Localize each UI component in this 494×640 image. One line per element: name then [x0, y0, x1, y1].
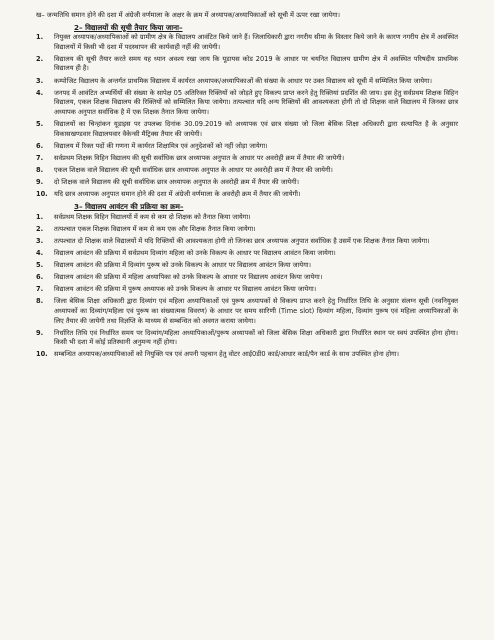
item-number: 7. — [36, 153, 44, 162]
item-number: 5. — [36, 261, 44, 270]
item-number: 6. — [36, 273, 44, 282]
item-text: जिला बेसिक शिक्षा अधिकारी द्वारा दिव्यांग एवं महिला अध्यापिकाओं एवं पुरूष अध्यापकों से विकल्प प्राप्त करने हेतु निर्धारित तिथि के अनुसार संलग्न सूची (नवनियुक्त अध्यापकों का दिव्यांग/महिला एवं पुरूष का संख्यात्मक विवरण) के आधार पर समय सारिणी (Time slot) दिव्यांग महिला, दिव्यांग पुरूष एवं महिला अध्यापिकाओं के लिए तैयार की जायेगी तथा विज्ञप्ति के माध्यम से सम्बन्धित को अवगत कराया जायेगा। — [54, 297, 458, 325]
list-item — [36, 89, 458, 118]
item-number: 2. — [36, 224, 44, 233]
item-number: 10. — [36, 350, 48, 359]
item-text: विद्यालय की सूची तैयार करते समय यह ध्यान अवश्य रखा जाय कि यूडायस कोड 2019 के आधार पर चयनित विद्यालय ग्रामीण क्षेत्र में अवस्थित परिषदीय प्राथमिक विद्यालय ही है। — [54, 54, 458, 73]
item-text: विद्यालय आवंटन की प्रक्रिया में दिव्यांग पुरूष को उनके विकल्प के आधार पर विद्यालय आवंटन किया जायेगा। — [54, 261, 312, 270]
item-number: 4. — [36, 248, 44, 257]
item-text: एकल शिक्षक वाले विद्यालय की सूची सर्वाधिक छात्र अध्यापक अनुपात के आधार पर अवरोही क्रम में तैयार की जायेगी। — [54, 165, 333, 174]
section-heading: 3– विद्यालय आवंटन की प्रक्रिया का क्रम– — [74, 202, 184, 212]
item-number: 1. — [36, 33, 44, 42]
list-item — [36, 190, 458, 200]
item-text: निर्धारित तिथि एवं निर्धारित समय पर दिव्यांग/महिला अध्यापिकाओं/पुरूष अध्यापकों को जिला बेसिक शिक्षा अधिकारी द्वारा निर्धारित स्थान पर स्वयं उपस्थित होना होगा। किसी भी दशा में कोई प्रतिस्थानी अनुमन्य नहीं होगा। — [54, 328, 458, 347]
item-text: यदि छात्र अध्यापक अनुपात समान होने की दशा में अंग्रेजी वर्णमाला के अवरोही क्रम में तैयार की जायेगी। — [54, 190, 301, 198]
item-number: 5. — [36, 119, 44, 128]
list-item — [36, 77, 458, 87]
item-text: सर्वप्रथम शिक्षक विहिन विद्यालय की सूची सर्वाधिक छात्र अध्यापक अनुपात के आधार पर अवरोही क्रम में तैयार की जायेगी। — [54, 153, 345, 162]
item-number: 7. — [36, 285, 44, 294]
item-text: दो शिक्षक वाले विद्यालय की सूची सर्वाधिक छात्र अध्यापक अनुपात के अवरोही क्रम में तैयार की जायेगी। — [54, 177, 300, 186]
list-item — [36, 225, 458, 235]
item-number: 3. — [36, 236, 44, 245]
item-number: 3. — [36, 76, 44, 85]
item-number: 10. — [36, 190, 48, 198]
item-text: कम्पोजिट विद्यालय के अन्तर्गत प्राथमिक विद्यालय में कार्यरत अध्यापक/अध्यापिकाओं की संख्या के आधार पर उक्त विद्यालय को सूची में सम्मिलित किया जायेगा। — [54, 76, 432, 85]
list-item — [36, 273, 458, 283]
item-text: तत्पश्चात एकल शिक्षक विद्यालय में कम से कम एक और शिक्षक तैनात किया जायेगा। — [54, 224, 256, 233]
list-item — [36, 33, 458, 52]
item-number: 2. — [36, 54, 44, 63]
item-text: विद्यालयों का चिन्हांकन यूडाइस पर उपलब्ध दिनांक 30.09.2019 को अध्यापक एवं छात्र संख्या जो जिला बेसिक शिक्षा अधिकारी द्वारा सत्यापित है के अनुसार विकासखण्डवार विद्यालयवार वैकेन्सी मैट्रिक्स तैयार की जायेगी। — [54, 119, 458, 138]
item-number: 6. — [36, 141, 44, 150]
section-heading: 2– विद्यालयों की सूची तैयार किया जाना– — [74, 22, 183, 32]
item-text: विद्यालय आवंटन की प्रक्रिया में पुरूष अध्यापक को उनके विकल्प के आधार पर विद्यालय आवंटन किया जायेगा। — [54, 285, 317, 294]
item-number: 9. — [36, 328, 44, 337]
list-item — [36, 329, 458, 348]
list-item — [36, 249, 458, 259]
item-text: सर्वप्रथम शिक्षक विहिन विद्यालयों में कम से कम दो शिक्षक को तैनात किया जायेगा। — [54, 212, 251, 221]
list-item — [36, 178, 458, 188]
list-item — [36, 142, 458, 152]
list-item — [36, 261, 458, 271]
list-item — [36, 350, 458, 360]
list-item — [36, 237, 458, 247]
item-number: 4. — [36, 88, 44, 97]
list-item — [36, 55, 458, 74]
item-number: 1. — [36, 212, 44, 221]
intro-paragraph: ख– जन्मतिथि समान होने की दशा में अंग्रेजी वर्णमाला के अक्षर के क्रम में अध्यापक/अध्यापिकाओं को सूची में ऊपर रखा जायेगा। — [36, 11, 341, 19]
sections-container — [36, 23, 458, 360]
list-item — [36, 213, 458, 223]
item-number: 8. — [36, 165, 44, 174]
item-number: 9. — [36, 177, 44, 186]
item-text: विद्यालय आवंटन की प्रक्रिया में महिला अध्यापिका को उनके विकल्प के आधार पर विद्यालय आवंटन किया जायेगा। — [54, 273, 323, 282]
list-item — [36, 166, 458, 176]
list-item — [36, 297, 458, 326]
item-number: 8. — [36, 297, 44, 306]
item-text: तत्पश्चात दो शिक्षक वाले विद्यालयों में यदि रिक्तियों की आवश्यकता होगी तो जिनका छात्र अध्यापक अनुपात सर्वाधिक है उसमें एक शिक्षक तैनात किया जायेगा। — [54, 236, 430, 245]
item-text: जनपद में आवंटित अभ्यर्थियों की संख्या के सापेक्ष 05 अतिरिक्त रिक्तियों को जोड़ते हुए विकल्प प्राप्त करने हेतु रिक्तियां प्रदर्शित की जाय। इस हेतु सर्वप्रथम शिक्षक विहिन विद्यालय, एकल शिक्षक विद्यालय की रिक्तियों को सम्मिलित किया जायेगा। तत्पश्चात यदि अन्य रिक्तियों की आवश्यकता होगी तो दो शिक्षक वाले विद्यालय में जिनका छात्र अध्यापक अनुपात सर्वाधिक है में एक शिक्षक तैनात किया जायेगा। — [54, 88, 458, 116]
item-text: नियुक्त अध्यापक/अध्यापिकाओं को ग्रामीण क्षेत्र के विद्यालय आवंटित किये जाने हैं। जिलाधिकारी द्वारा नगरीय सीमा के विस्तार किये जाने के कारण नगरीय क्षेत्र में अवस्थित विद्यालयों में किसी भी दशा में पदस्थापन की कार्यवाही नहीं की जायेगी। — [54, 33, 458, 51]
list-item — [36, 120, 458, 139]
list-item — [36, 154, 458, 164]
item-text: विद्यालय में रिक्त पदों की गणना में कार्यरत शिक्षामित्र एवं अनुदेशकों को नहीं जोड़ा जायेगा। — [54, 141, 268, 150]
item-text: सम्बन्धित अध्यापक/अध्यापिकाओं को नियुक्ति पत्र एवं अपनी पहचान हेतु वोटर आई0डी0 कार्ड/आधार कार्ड/पैन कार्ड के साथ उपस्थित होना होगा। — [54, 350, 399, 359]
list-item — [36, 285, 458, 295]
item-text: विद्यालय आवंटन की प्रक्रिया में सर्वप्रथम दिव्यांग महिला को उनके विकल्प के आधार पर विद्यालय आवंटन किया जायेगा। — [54, 248, 336, 257]
